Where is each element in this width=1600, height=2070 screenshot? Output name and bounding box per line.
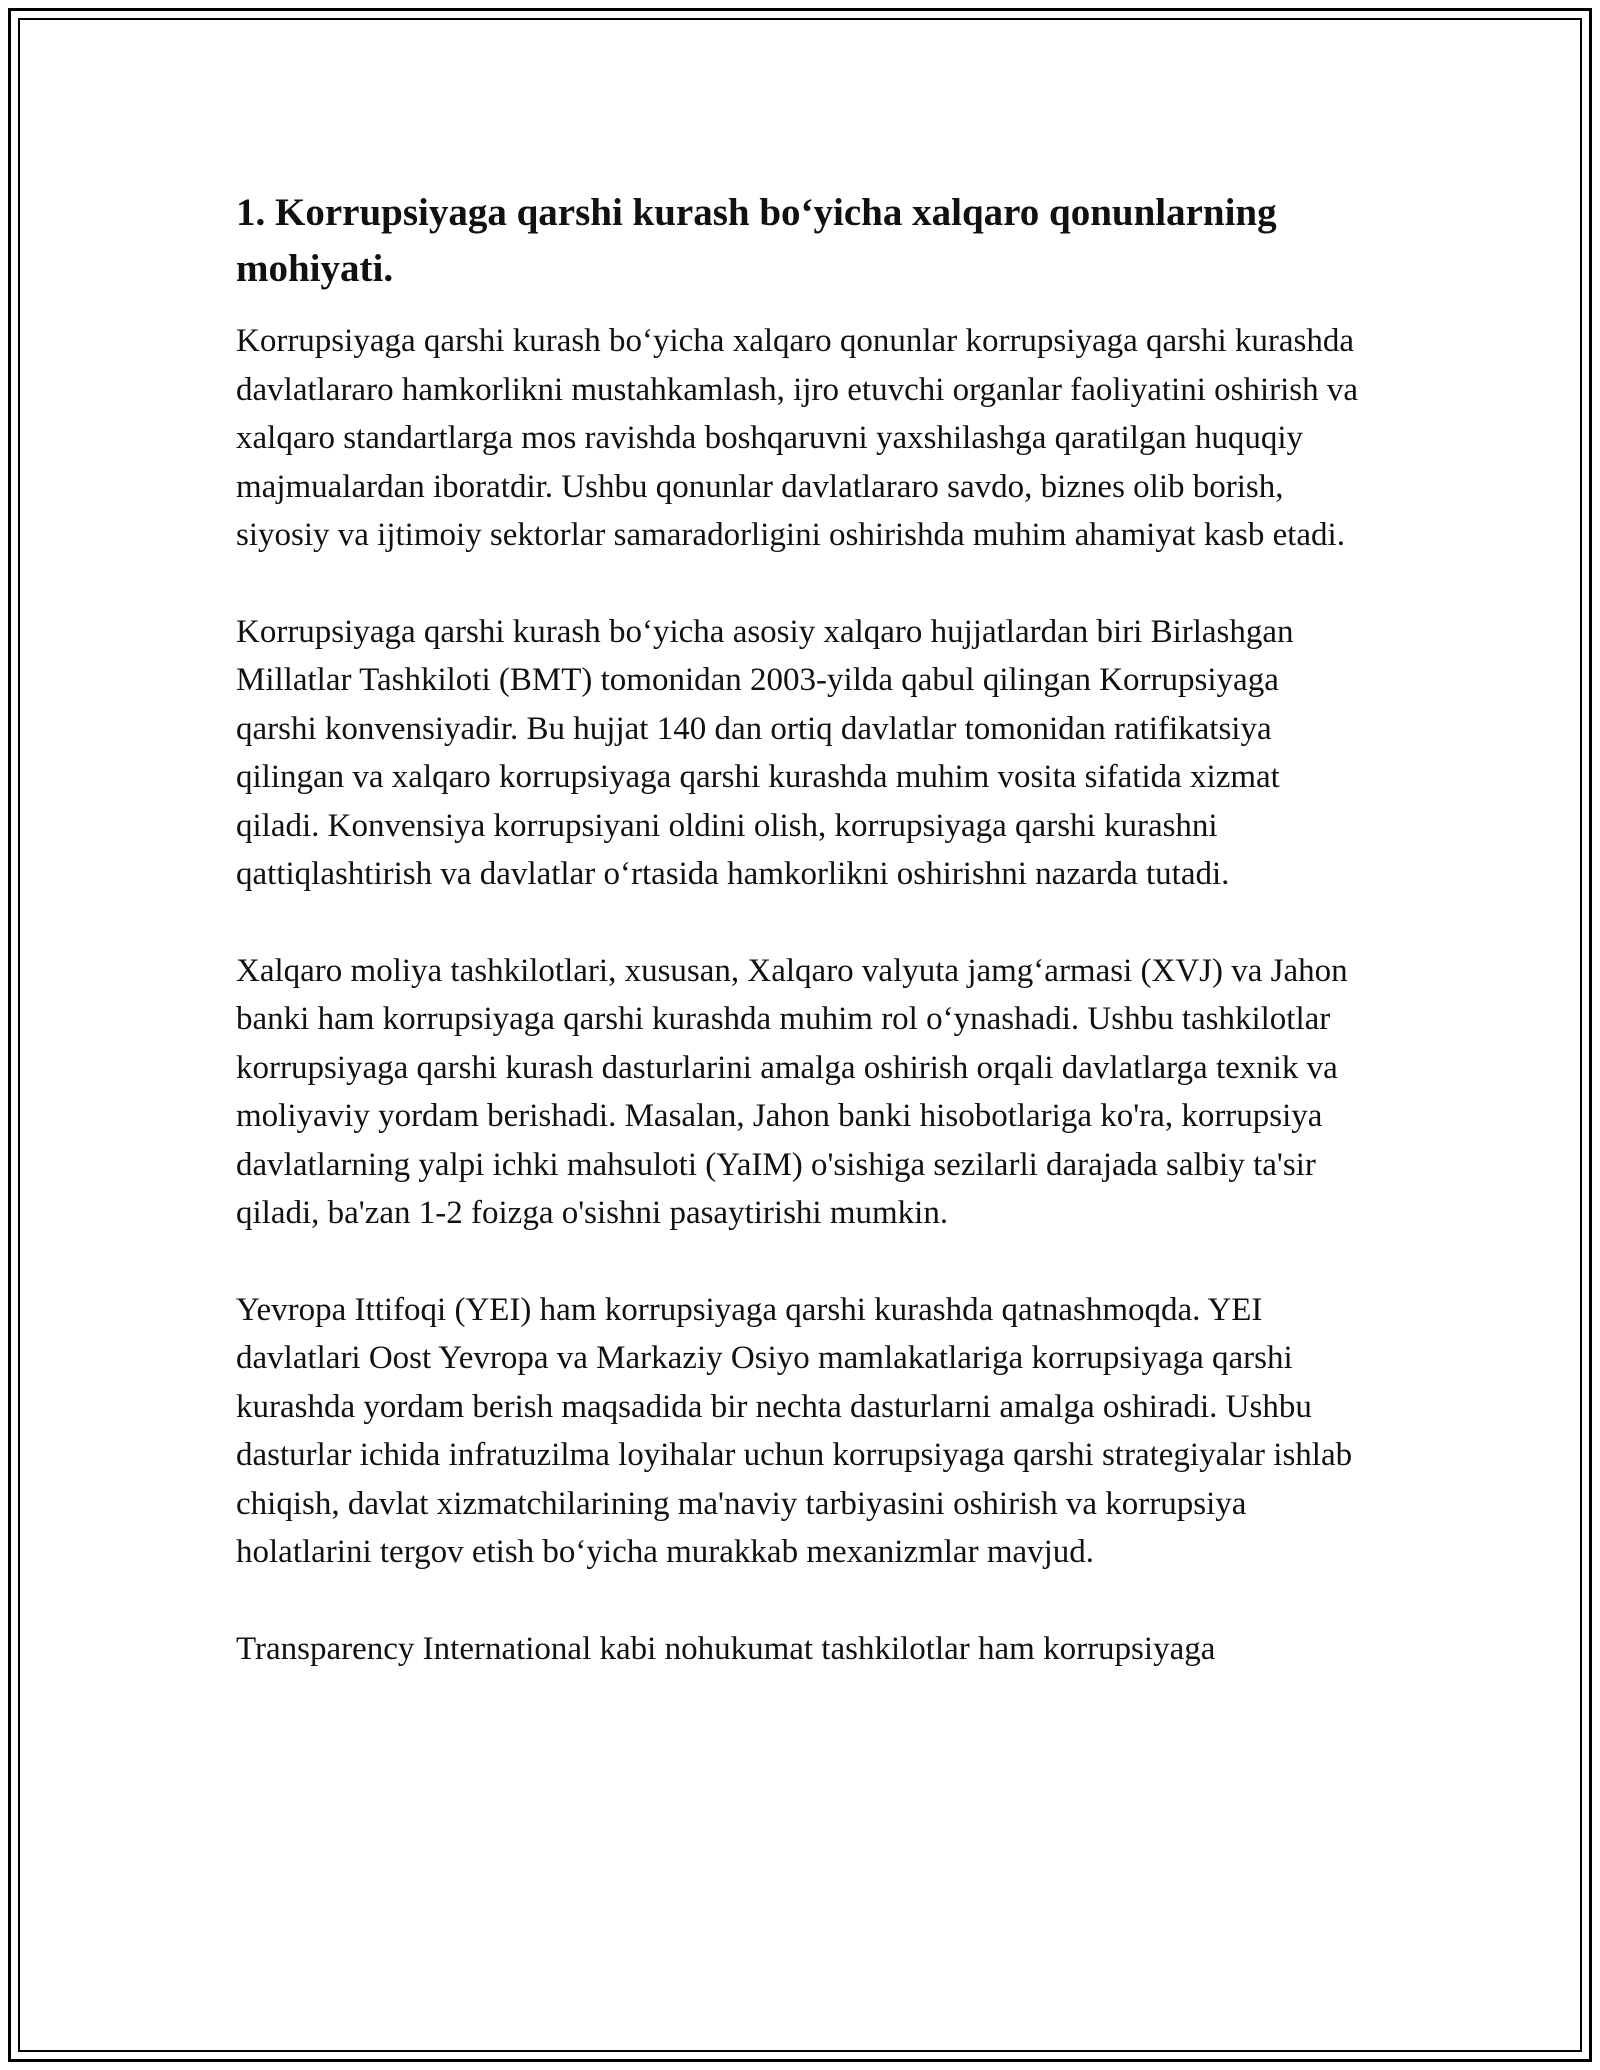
- section-heading: 1. Korrupsiyaga qarshi kurash bo‘yicha xalqaro qonunlarning mohiyati.: [236, 191, 1277, 290]
- paragraph-1: Korrupsiyaga qarshi kurash bo‘yicha xalqaro qonunlar korrupsiyaga qarshi kurashda davlatlararo hamkorlikni mustahkamlash, ijro etuvchi organlar faoliyatini oshirish va xalqaro standartlarga mos ravishda boshqaruvni yaxshilashga qaratilgan huquqiy majmualardan iboratdir. Ushbu qonunlar davlatlararo savdo, biznes olib borish, siyosiy va ijtimoiy sektorlar samaradorligini oshirishda muhim ahamiyat kasb etadi.: [236, 323, 1359, 553]
- paragraph-5: Transparency International kabi nohukumat tashkilotlar ham korrupsiyaga: [236, 1630, 1216, 1667]
- paragraph-4: Yevropa Ittifoqi (YEI) ham korrupsiyaga qarshi kurashda qatnashmoqda. YEI davlatlari Oost Yevropa va Markaziy Osiyo mamlakatlariga korrupsiyaga qarshi kurashda yordam berish maqsadida bir nechta dasturlarni amalga oshiradi. Ushbu dasturlar ichida infratuzilma loyihalar uchun korrupsiyaga qarshi strategiyalar ishlab chiqish, davlat xizmatchilarining ma'naviy tarbiyasini oshirish va korrupsiya holatlarini tergov etish bo‘yicha murakkab mexanizmlar mavjud.: [236, 1291, 1353, 1570]
- paragraph-3: Xalqaro moliya tashkilotlari, xususan, Xalqaro valyuta jamg‘armasi (XVJ) va Jahon banki ham korrupsiyaga qarshi kurashda muhim rol o‘ynashadi. Ushbu tashkilotlar korrupsiyaga qarshi kurash dasturlarini amalga oshirish orqali davlatlarga texnik va moliyaviy yordam berishadi. Masalan, Jahon banki hisobotlariga ko'ra, korrupsiya davlatlarning yalpi ichki mahsuloti (YaIM) o'sishiga sezilarli darajada salbiy ta'sir qiladi, ba'zan 1-2 foizga o'sishni pasaytirishi mumkin.: [236, 952, 1348, 1231]
- document-body: [236, 185, 1364, 1721]
- paragraph-2: Korrupsiyaga qarshi kurash bo‘yicha asosiy xalqaro hujjatlardan biri Birlashgan Millatlar Tashkiloti (BMT) tomonidan 2003-yilda qabul qilingan Korrupsiyaga qarshi konvensiyadir. Bu hujjat 140 dan ortiq davlatlar tomonidan ratifikatsiya qilingan va xalqaro korrupsiyaga qarshi kurashda muhim vosita sifatida xizmat qiladi. Konvensiya korrupsiyani oldini olish, korrupsiyaga qarshi kurashni qattiqlashtirish va davlatlar o‘rtasida hamkorlikni oshirishni nazarda tutadi.: [236, 613, 1294, 892]
